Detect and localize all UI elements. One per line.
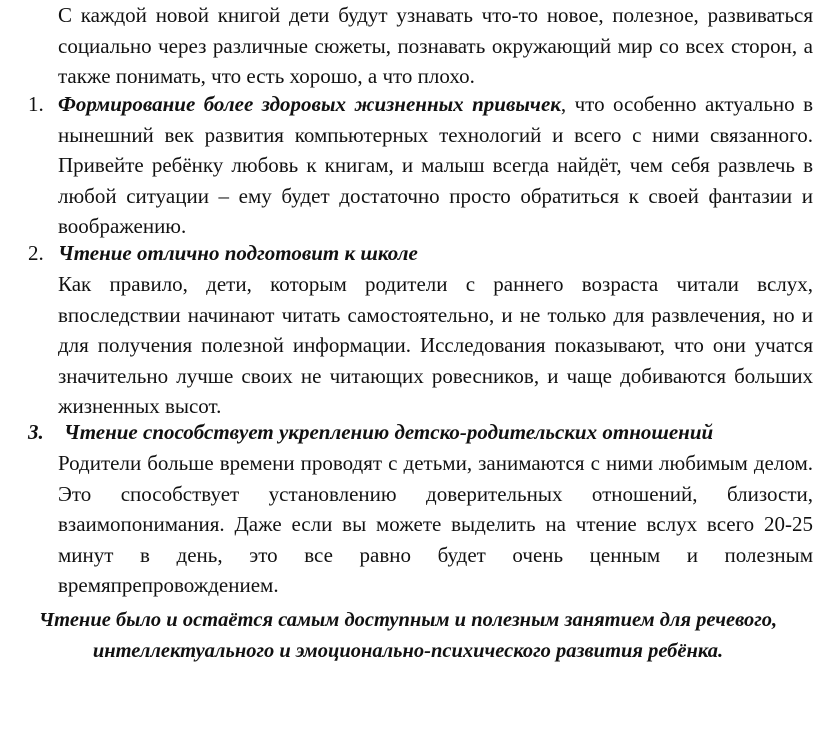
item-1-text: , что особенно актуально в нынешний век развития компьютерных технологий и всего с ними связанного. Привейте ребёнку любовь к книгам, и малыш всегда найдёт, чем себя развлечь в любой ситуации – ему будет достаточно просто обратиться к своей фантазии и воображению.	[58, 92, 813, 238]
item-1-number: 1.	[28, 92, 44, 116]
conclusion-line-1: Чтение было и остаётся самым доступным и полезным занятием для речевого,	[38, 609, 778, 631]
item-3-title: Чтение способствует укреплению детско-родительских отношений	[64, 420, 714, 444]
intro-paragraph: С каждой новой книгой дети будут узнавать что-то новое, полезное, развиваться социально через различные сюжеты, познавать окружающий мир со всех сторон, а также понимать, что есть хорошо, а что плохо.	[58, 3, 813, 88]
item-2-title: Чтение отлично подготовит к школе	[58, 241, 418, 265]
item-2-number: 2.	[28, 241, 44, 265]
conclusion	[0, 605, 816, 666]
item-3-paragraph: Родители больше времени проводят с детьми, занимаются с ними любимым делом. Это способствует установлению доверительных отношений, близости, взаимопонимания. Даже если вы можете выделить на чтение вслух всего 20-25 минут в день, это все равно будет очень ценным и полезным времяпрепровождением.	[58, 451, 813, 597]
conclusion-line-2: интеллектуального и эмоционально-психического развития ребёнка.	[92, 639, 724, 662]
item-1-title: Формирование более здоровых жизненных привычек	[58, 92, 561, 116]
item-3-number: 3.	[28, 420, 44, 444]
item-2-paragraph: Как правило, дети, которым родители с раннего возраста читали вслух, впоследствии начинают читать самостоятельно, и не только для развлечения, но и для получения полезной информации. Исследования показывают, что они учатся значительно лучше своих не читающих ровесников, и чаще добиваются больших жизненных высот.	[58, 272, 813, 418]
item-1-paragraph	[58, 89, 813, 242]
